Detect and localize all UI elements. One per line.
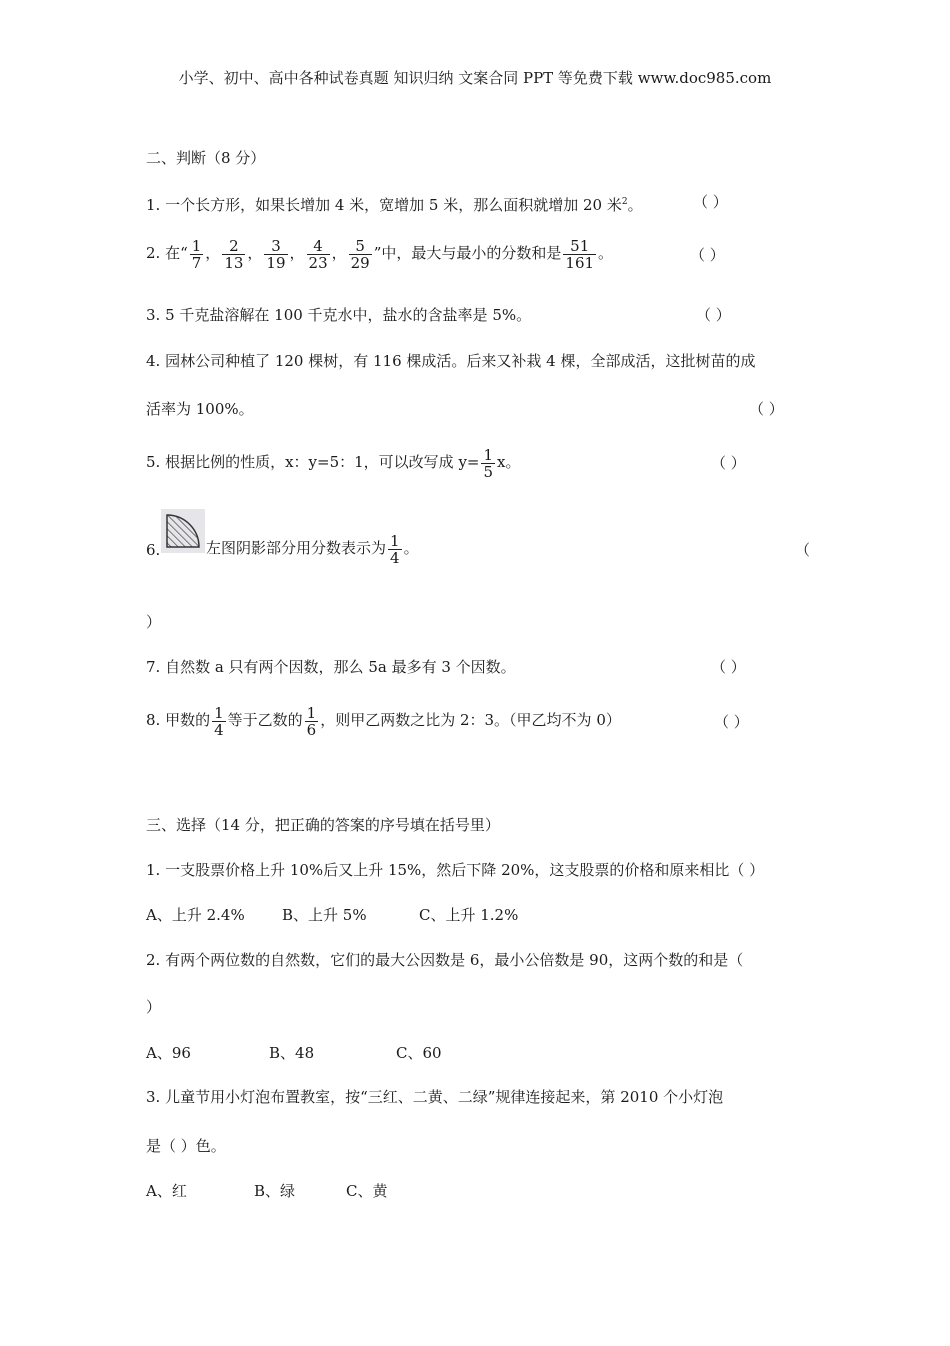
judge-q8-pre: 8. 甲数的 [146,711,211,729]
fraction: $\frac{1}{5}$ [483,445,494,481]
judge-q4-answer-paren: （ ） [749,400,784,418]
judge-q6-text: 左图阴影部分用分数表示为 [206,539,387,557]
judge-q3: 3. 5 千克盐溶解在 100 千克水中，盐水的含盐率是 5%。 [146,306,532,324]
section-title-choice: 三、选择（14 分，把正确的答案的序号填在括号里） [146,816,500,834]
judge-q2-end: 。 [598,244,614,262]
choice-q3-option-b: B、绿 [254,1182,296,1200]
choice-q3-line1: 3. 儿童节用小灯泡布置教室，按“三红、二黄、二绿”规律连接起来，第 2010 个小灯泡 [146,1088,724,1106]
judge-q2-pre: 2. 在“ [146,244,188,262]
judge-q1 [146,192,643,215]
fraction: $\frac{3}{19}$ [266,236,286,272]
judge-q1-end: 。 [627,196,643,214]
choice-q2-option-b: B、48 [269,1044,315,1062]
judge-q2-fractions: $\frac{1}{7}$ ， $\frac{2}{13}$ ， $\frac{3}{19}$ ， $\frac{4}{23}$ ， $\frac{5}{29}$ [191,236,370,272]
choice-q1-option-c: C、上升 1.2% [419,906,519,924]
choice-q2-line1: 2. 有两个两位数的自然数，它们的最大公因数是 6，最小公倍数是 90，这两个数的和是（ [146,951,744,969]
quarter-circle-figure [161,509,205,553]
judge-q6-paren-close: ） [146,613,162,631]
judge-q7-answer-paren: （ ） [711,658,746,676]
shaded-sector-icon [161,509,205,553]
judge-q1-sup: 2 [621,197,628,207]
fraction: $\frac{1}{6}$ [306,703,317,739]
fraction: $\frac{5}{29}$ [350,236,370,272]
judge-q4-line1: 4. 园林公司种植了 120 棵树，有 116 棵成活。后来又补栽 4 棵，全部成活，这批树苗的成 [146,352,756,370]
judge-q2-answer-paren: （ ） [690,246,725,264]
choice-q1-option-b: B、上升 5% [282,906,367,924]
judge-q6-paren-open: （ [795,541,811,559]
fraction: $\frac{1}{4}$ [390,531,400,567]
judge-q8 [146,702,621,738]
judge-q6-end: 。 [403,539,419,557]
judge-q2 [146,235,613,271]
judge-q5 [146,444,521,480]
page-header: 小学、初中、高中各种试卷真题 知识归纳 文案合同 PPT 等免费下载 www.doc985.com [178,69,772,87]
choice-q2-option-a: A、96 [146,1044,191,1062]
section-title-judgement: 二、判断（8 分） [146,149,266,167]
judge-q5-post: x。 [497,453,521,471]
fraction: $\frac{2}{13}$ [224,236,244,272]
judge-q3-answer-paren: （ ） [696,306,731,324]
judge-q6 [206,530,419,566]
judge-q1-answer-paren: （ ） [693,193,728,211]
judge-q8-answer-paren: （ ） [714,713,749,731]
judge-q6-number: 6. [146,541,161,559]
judge-q1-text: 1. 一个长方形，如果长增加 4 米，宽增加 5 米，那么面积就增加 20 米 [146,196,622,214]
choice-q2-line2: ） [146,998,162,1016]
fraction-result: $\frac{51}{161}$ [565,236,595,272]
choice-q3-line2: 是（ ）色。 [146,1137,226,1155]
judge-q2-mid: ”中，最大与最小的分数和是 [373,244,562,262]
choice-q3-option-a: A、红 [146,1182,187,1200]
choice-q2-option-c: C、60 [396,1044,442,1062]
judge-q4-line2: 活率为 100%。 [146,400,254,418]
judge-q5-pre: 5. 根据比例的性质，x：y=5：1，可以改写成 y= [146,453,480,471]
choice-q1-option-a: A、上升 2.4% [146,906,245,924]
choice-q1: 1. 一支股票价格上升 10%后又上升 15%，然后下降 20%，这支股票的价格和原来相比（ ） [146,861,765,879]
judge-q5-answer-paren: （ ） [711,454,746,472]
fraction: $\frac{4}{23}$ [308,236,328,272]
judge-q7: 7. 自然数 a 只有两个因数，那么 5a 最多有 3 个因数。 [146,658,516,676]
judge-q8-post: ，则甲乙两数之比为 2：3。（甲乙均不为 0） [320,711,621,729]
fraction: $\frac{1}{4}$ [214,703,224,739]
fraction: $\frac{1}{7}$ [191,236,202,272]
choice-q3-option-c: C、黄 [346,1182,388,1200]
judge-q8-mid: 等于乙数的 [227,711,303,729]
